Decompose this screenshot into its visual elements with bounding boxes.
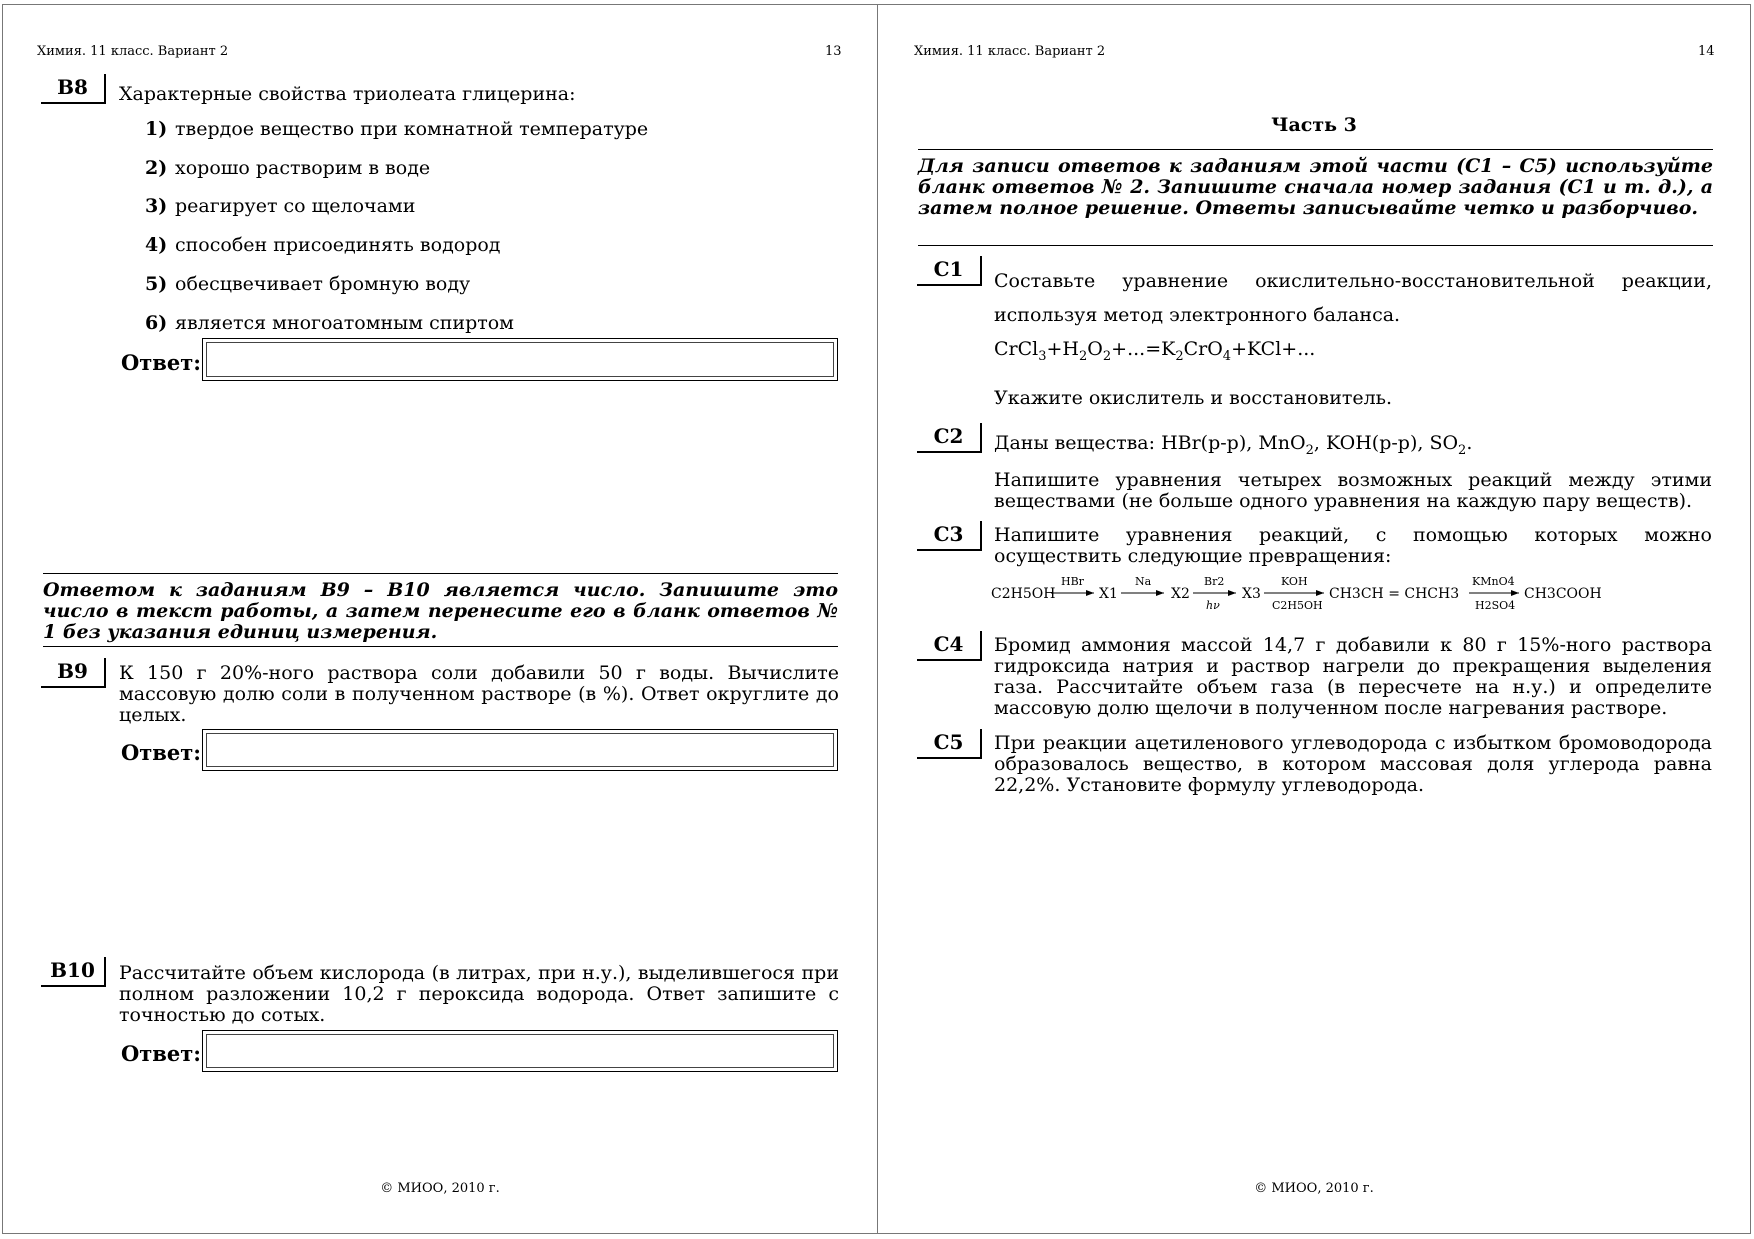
c5-question: При реакции ацетиленового углеводорода с избытком бромоводорода образовалось вещество, в котором массовая доля углерода равна 22,2%. Установите формулу углеводорода. [994, 732, 1712, 796]
chain-arrow-5-catalyst: H2SO4 [1475, 599, 1516, 612]
chain-arrow-4-reagent: KOH [1281, 575, 1308, 588]
c3-question: Напишите уравнения реакций, с помощью которых можно осуществить следующие превращения: [994, 524, 1712, 567]
task-label-b8: B8 [41, 74, 106, 104]
b8-option-2 [145, 157, 430, 179]
part3-instruction: Для записи ответов к заданиям этой части (C1 – C5) используйте бланк ответов № 2. Запишите сначала номер задания (C1 и т. д.), а затем полное решение. Ответы записывайте четко и разборчиво. [918, 155, 1713, 219]
option-text: твердое вещество при комнатной температуре [175, 118, 649, 140]
task-label-c3: C3 [917, 521, 982, 551]
chain-x3: X3 [1242, 586, 1261, 602]
b9-answer-label: Ответ: [121, 740, 202, 765]
c3-transformation-chain [991, 570, 1711, 624]
chain-arrow-5-reagent: KMnO4 [1472, 575, 1515, 588]
b8-question: Характерные свойства триолеата глицерина: [119, 83, 576, 105]
b9-b10-instruction: Ответом к заданиям B9 – B10 является число. Запишите это число в текст работы, а затем перенесите его в бланк ответов № 1 без указания единиц измерения. [43, 579, 838, 643]
page-number: 14 [1698, 44, 1715, 59]
b10-answer-label: Ответ: [121, 1041, 202, 1066]
option-text: реагирует со щелочами [175, 195, 416, 217]
chain-arrow-3-condition: hν [1206, 599, 1220, 612]
divider [918, 149, 1713, 150]
chain-arrow-3-reagent: Br2 [1204, 575, 1225, 588]
b10-question: Рассчитайте объем кислорода (в литрах, при н.у.), выделившегося при полном разложении 10,2 г пероксида водорода. Ответ запишите с точностью до сотых. [119, 962, 839, 1026]
page-header: Химия. 11 класс. Вариант 2 [37, 44, 229, 59]
chain-arrow-2-reagent: Na [1135, 575, 1152, 588]
page-header: Химия. 11 класс. Вариант 2 [914, 44, 1106, 59]
part-title: Часть 3 [1271, 114, 1357, 136]
c2-question: Напишите уравнения четырех возможных реакций между этими веществами (не больше одного уравнения на каждую пару веществ). [994, 469, 1712, 512]
chain-x2: X2 [1171, 586, 1190, 602]
option-number: 4) [145, 234, 168, 256]
b8-option-4 [145, 234, 501, 256]
b10-answer-field[interactable] [202, 1030, 838, 1072]
divider [918, 245, 1713, 246]
chain-end: CH3COOH [1524, 586, 1602, 602]
option-number: 6) [145, 312, 168, 334]
c1-question: Составьте уравнение окислительно-восстановительной реакции, используя метод электронного баланса. [994, 270, 1712, 326]
chain-x1: X1 [1099, 586, 1118, 602]
b8-option-1 [145, 118, 648, 140]
b8-answer-field[interactable] [202, 338, 838, 381]
option-text: является многоатомным спиртом [175, 312, 514, 334]
c4-question: Бромид аммония массой 14,7 г добавили к 80 г 15%-ного раствора гидроксида натрия и раствор нагрели до прекращения выделения газа. Рассчитайте объем газа (в пересчете на н.у.) и определите массовую долю щелочи в полученном после нагревания растворе. [994, 634, 1712, 719]
chain-arrow-1-reagent: HBr [1061, 575, 1084, 588]
page-footer: © МИОО, 2010 г. [1254, 1181, 1374, 1196]
chain-start: C2H5OH [991, 586, 1056, 602]
b8-option-5 [145, 273, 470, 295]
task-label-c2: C2 [917, 423, 982, 453]
option-text: хорошо растворим в воде [175, 157, 431, 179]
task-label-b9: B9 [41, 658, 106, 688]
option-number: 1) [145, 118, 168, 140]
b8-answer-label: Ответ: [121, 350, 202, 375]
task-label-c5: C5 [917, 729, 982, 759]
b9-question: К 150 г 20%-ного раствора соли добавили 50 г воды. Вычислите массовую долю соли в полученном растворе (в %). Ответ округлите до целых. [119, 662, 839, 726]
divider [43, 573, 838, 574]
b8-option-6 [145, 312, 514, 334]
option-text: обесцвечивает бромную воду [175, 273, 471, 295]
task-label-b10: B10 [41, 957, 106, 987]
c1-note: Укажите окислитель и восстановитель. [994, 387, 1393, 409]
page-number: 13 [825, 44, 842, 59]
task-label-c1: C1 [917, 256, 982, 286]
page-13 [2, 4, 878, 1234]
c2-substances: Даны вещества: HBr(р-р), MnO$_2$, KOH(р-р), $SO_2$. [994, 432, 1473, 458]
b9-answer-field[interactable] [202, 729, 838, 771]
chain-intermediate: CH3CH = CHCH3 [1329, 586, 1460, 602]
page-footer: © МИОО, 2010 г. [380, 1181, 500, 1196]
option-text: способен присоединять водород [175, 234, 501, 256]
chain-arrow-4-solvent: C2H5OH [1272, 599, 1323, 612]
c1-equation: $CrCl_3+H_2O_2+...=K_2CrO_4+KCl+$... [994, 338, 1316, 364]
b8-option-3 [145, 195, 415, 217]
option-number: 3) [145, 195, 168, 217]
option-number: 5) [145, 273, 168, 295]
task-label-c4: C4 [917, 631, 982, 661]
option-number: 2) [145, 157, 168, 179]
page-14 [877, 4, 1751, 1234]
divider [43, 646, 838, 647]
